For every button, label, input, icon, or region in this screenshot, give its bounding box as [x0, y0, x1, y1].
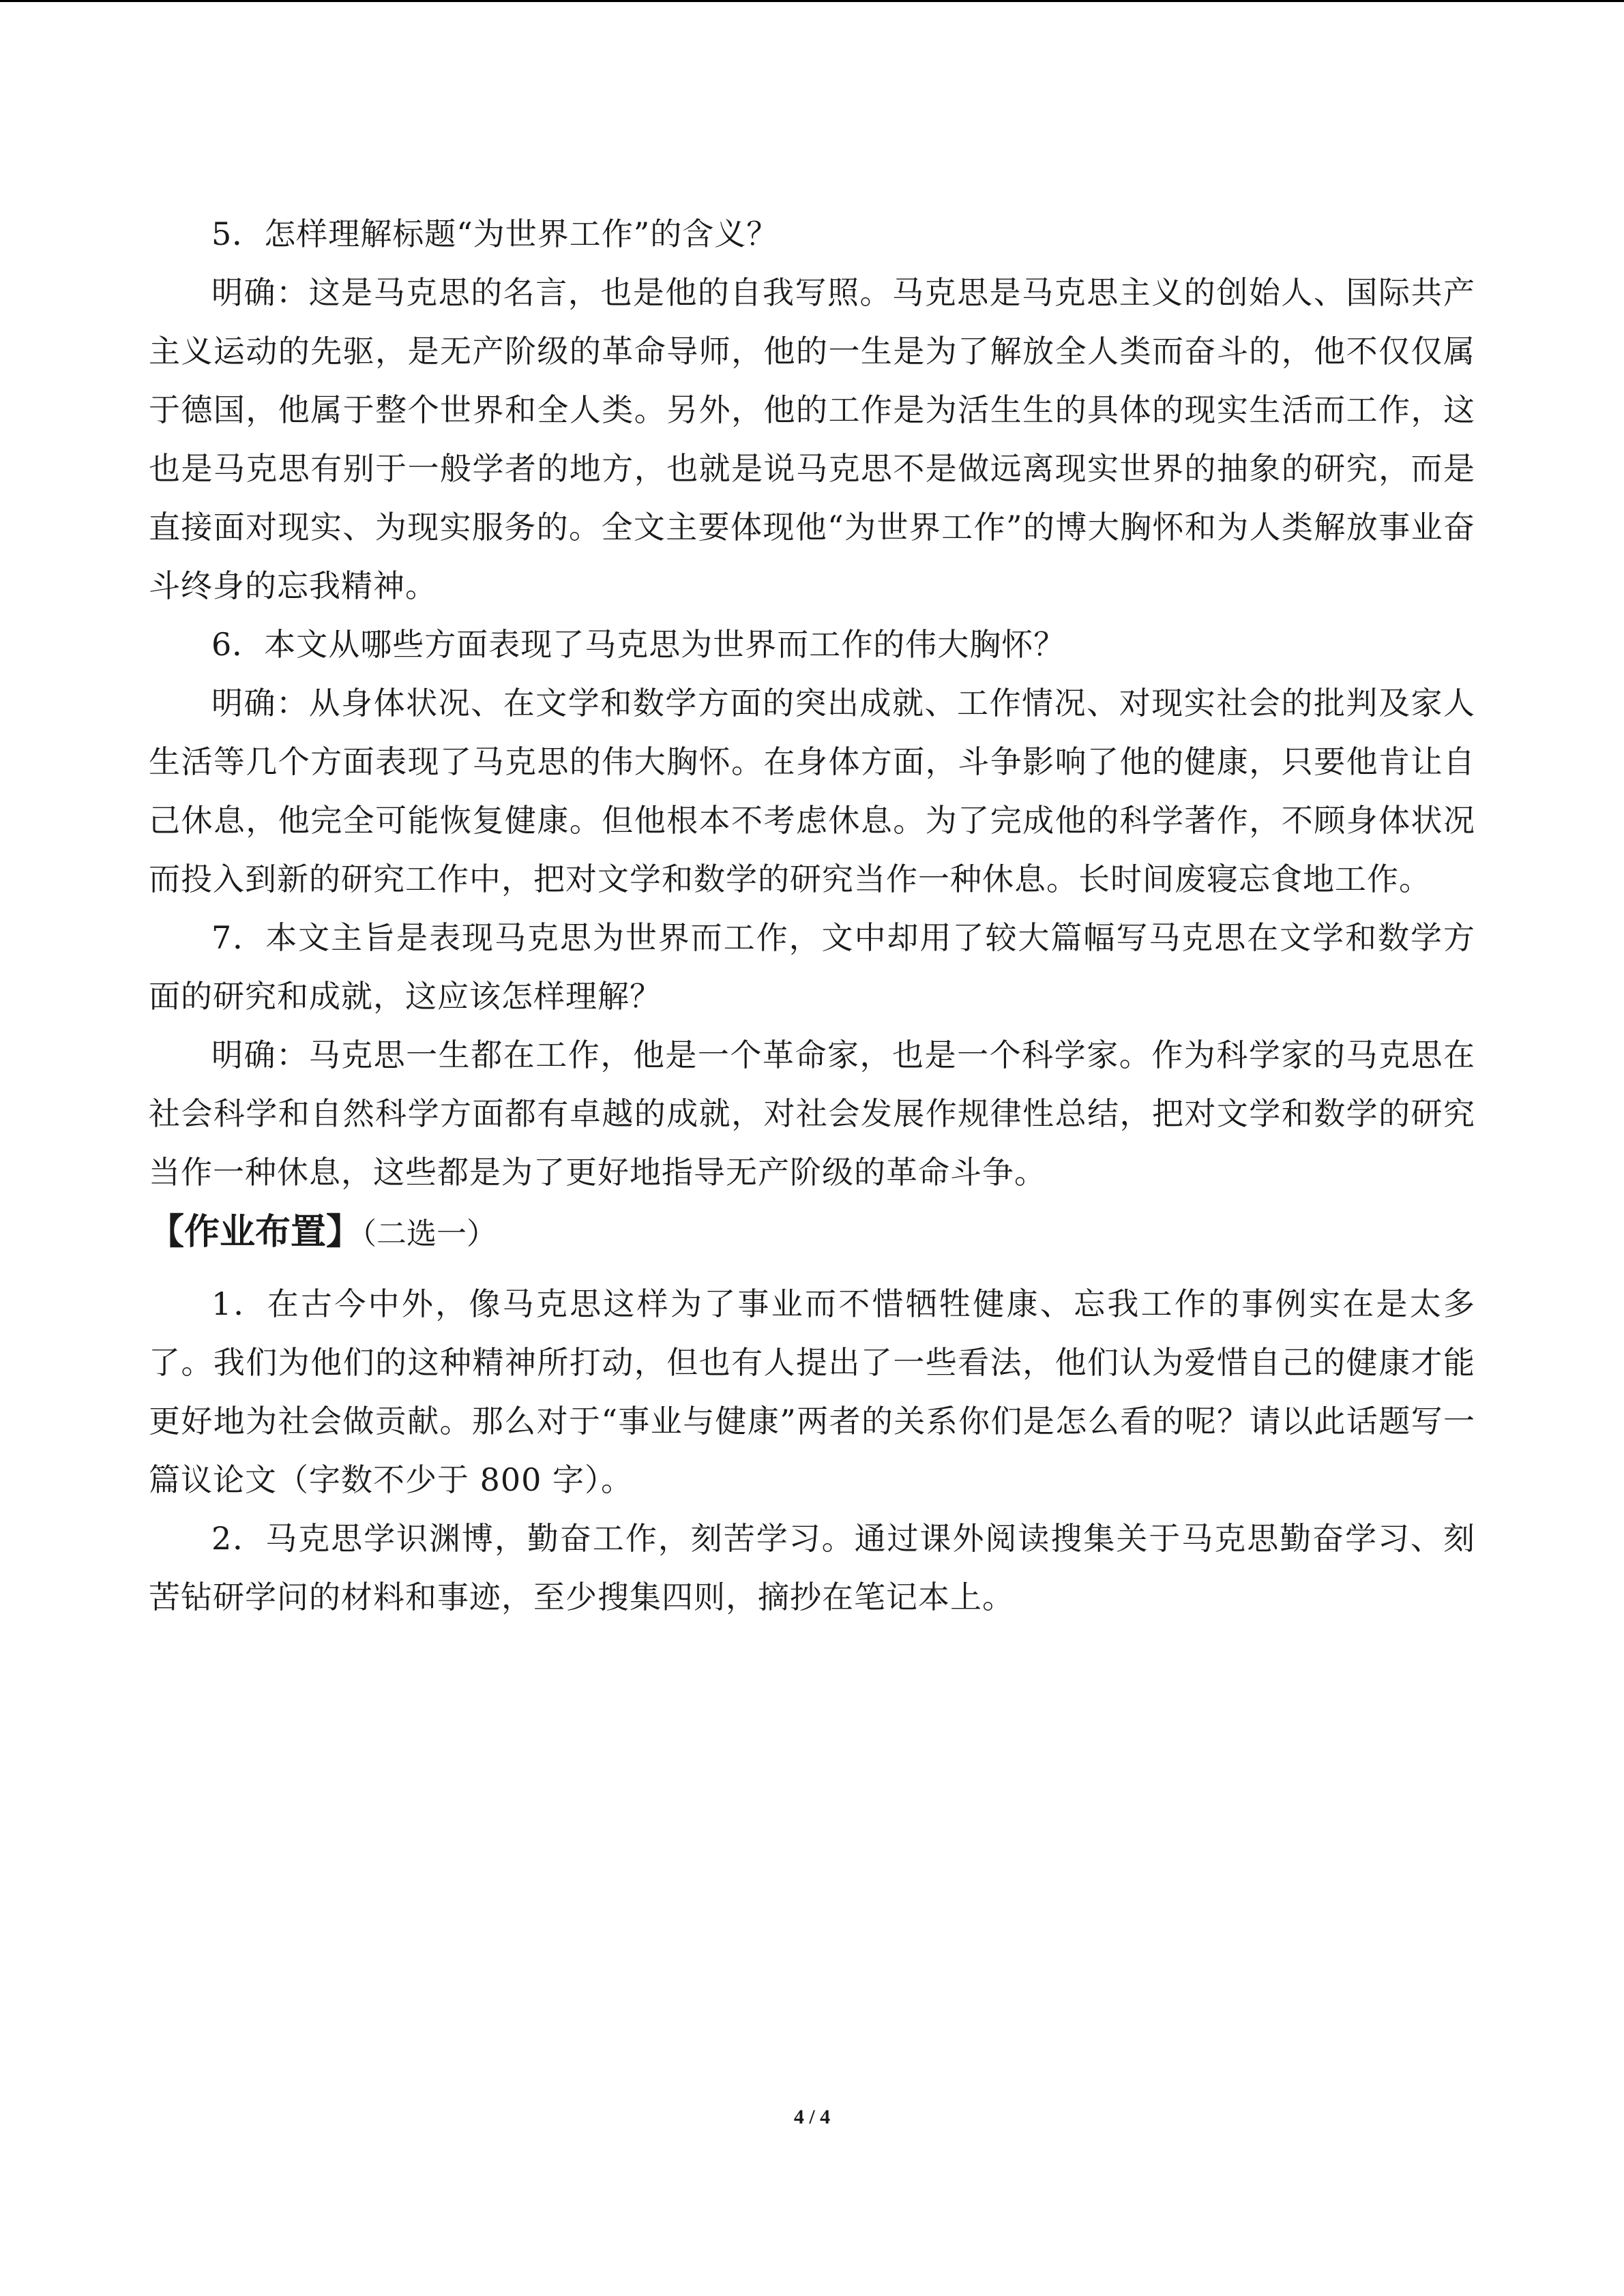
top-border-line: [0, 0, 1624, 2]
page-number: 4 / 4: [793, 2106, 831, 2128]
homework-title: 【作业布置】: [149, 1212, 362, 1253]
homework-item-1: 1．在古今中外，像马克思这样为了事业而不惜牺牲健康、忘我工作的事例实在是太多了。我们为他们的这种精神所打动，但也有人提出了一些看法，他们认为爱惜自己的健康才能更好地为社会做贡献。那么对于“事业与健康”两者的关系你们是怎么看的呢？请以此话题写一篇议论文（字数不少于 800 字）。: [149, 1285, 1475, 1498]
answer-6: 明确：从身体状况、在文学和数学方面的突出成就、工作情况、对现实社会的批判及家人生活等几个方面表现了马克思的伟大胸怀。在身体方面，斗争影响了他的健康，只要他肯让自己休息，他完全可能恢复健康。但他根本不考虑休息。为了完成他的科学著作，不顾身体状况而投入到新的研究工作中，把对文学和数学的研究当作一种休息。长时间废寝忘食地工作。: [149, 685, 1475, 897]
answer-7: 明确：马克思一生都在工作，他是一个革命家，也是一个科学家。作为科学家的马克思在社会科学和自然科学方面都有卓越的成就，对社会发展作规律性总结，把对文学和数学的研究当作一种休息，这些都是为了更好地指导无产阶级的革命斗争。: [149, 1037, 1475, 1191]
homework-item-2: 2．马克思学识渊博，勤奋工作，刻苦学习。通过课外阅读搜集关于马克思勤奋学习、刻苦钻研学问的材料和事迹，至少搜集四则，摘抄在笔记本上。: [149, 1520, 1475, 1615]
homework-note: （二选一）: [361, 1217, 497, 1251]
question-7: 7．本文主旨是表现马克思为世界而工作，文中却用了较大篇幅写马克思在文学和数学方面的研究和成就，这应该怎样理解？: [149, 919, 1475, 1015]
answer-5: 明确：这是马克思的名言，也是他的自我写照。马克思是马克思主义的创始人、国际共产主义运动的先驱，是无产阶级的革命导师，他的一生是为了解放全人类而奋斗的，他不仅仅属于德国，他属于整个世界和全人类。另外，他的工作是为活生生的具体的现实生活而工作，这也是马克思有别于一般学者的地方，也就是说马克思不是做远离现实世界的抽象的研究，而是直接面对现实、为现实服务的。全文主要体现他“为世界工作”的博大胸怀和为人类解放事业奋斗终身的忘我精神。: [149, 274, 1475, 604]
spacer: [149, 1265, 1475, 1274]
homework-heading: [149, 1202, 1475, 1265]
question-6: 6．本文从哪些方面表现了马克思为世界而工作的伟大胸怀？: [211, 626, 1066, 663]
document-body: [149, 205, 1475, 1626]
question-5: 5．怎样理解标题“为世界工作”的含义？: [211, 215, 779, 252]
